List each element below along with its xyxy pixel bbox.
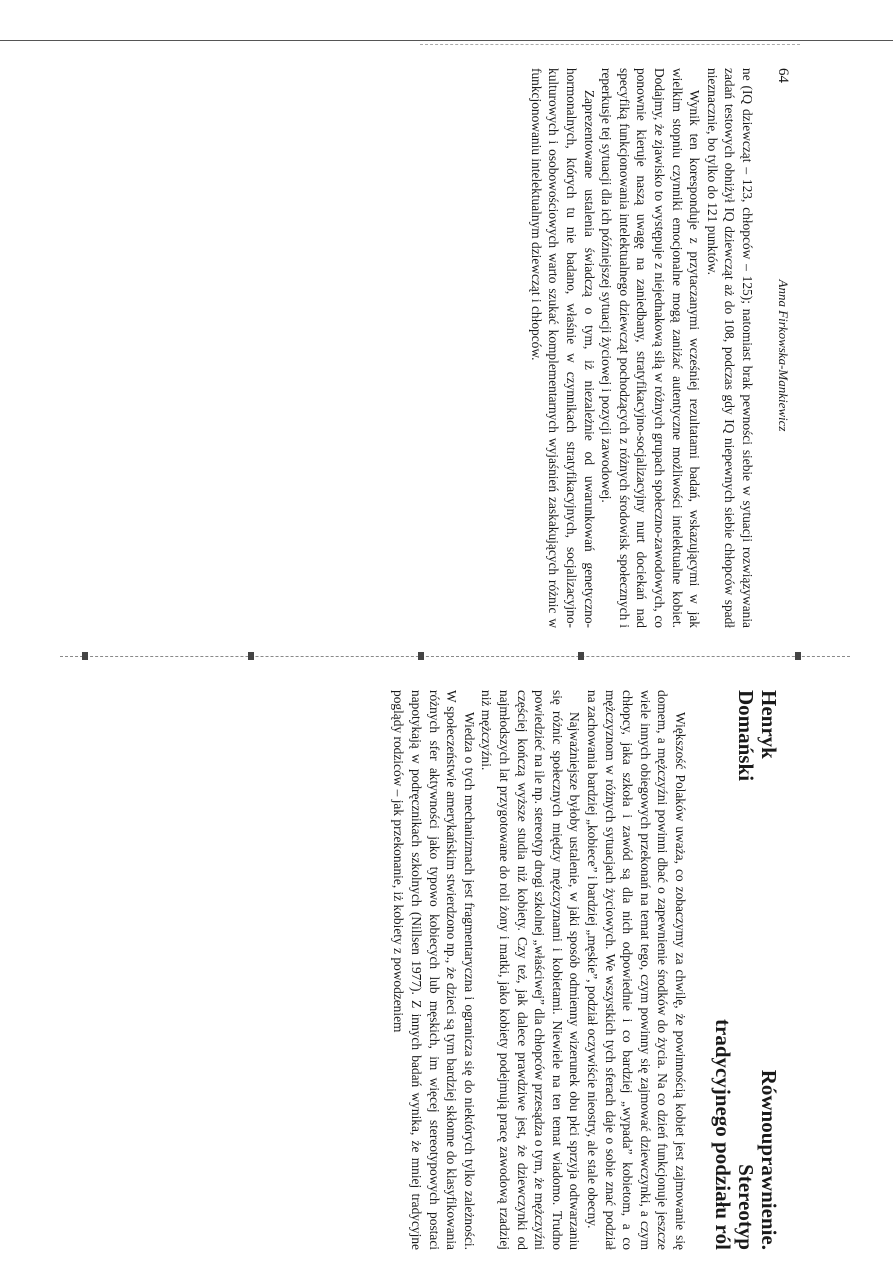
- fold-mark: [82, 652, 88, 660]
- paragraph: ne (IQ dziewcząt – 123, chłopców – 125); natomiast brak pewności siebie w sytuacji rozwiązywania zadań testowych obniżył IQ dziewcząt aż do 108, podczas gdy IQ niepewnych siebie chłopców spadł nieznacznie, bo tylko do 121 punktów.: [704, 68, 755, 628]
- page-number: 64: [775, 68, 791, 83]
- article-header: [711, 690, 780, 1250]
- paragraph: Zaprezentowane ustalenia świadczą o tym, iż niezależnie od uwarunkowań genetyczno-hormonalnych, których tu nie badano, właśnie w czynnikach stratyfikacyjnych, socjalizacyjno-kulturowych i osobowościowych warto szukać komplementarnych wyjaśnień zaskakujących różnic w funkcjonowaniu intelektualnym dziewcząt i chłopców.: [528, 68, 597, 628]
- scan-edge-line-faint: [420, 44, 800, 45]
- fold-mark: [578, 652, 584, 660]
- title-line: Równouprawnienie.: [757, 1069, 781, 1250]
- fold-mark: [418, 652, 424, 660]
- fold-mark: [248, 652, 254, 660]
- fold-mark: [795, 652, 801, 660]
- paragraph: Najważniejsze byłoby ustalenie, w jaki sposób odmienny wizerunek obu płci sprzyja odtwarzaniu się różnic społecznych między mężczyznami i kobietami. Niewiele na ten temat wiadomo. Trudno powiedzieć na ile np. stereotyp drogi szkolnej „właściwej” dla chłopców przesądza o tym, że mężczyźni częściej kończą wyższe studia niż kobiety. Czy też, jak dalece prawdziwe jest, że dziewczynki od najmłodszych lat przygotowane do roli żony i matki, jako kobiety podejmują pracę zawodową rzadziej niż mężczyźni.: [479, 690, 583, 1250]
- author-first-name: Henryk: [757, 690, 781, 759]
- running-head: [774, 68, 791, 628]
- page-64: [401, 68, 791, 628]
- article-body: [390, 690, 689, 1250]
- paragraph: Wynik ten koresponduje z przytaczanymi wcześniej rezultatami badań, wskazującymi w jak wielkim stopniu czynniki emocjonalne mogą zaniżać autentyczne możliwości intelektualne kobiet. Dodajmy, że zjawisko to występuje z niejednakową siłą w różnych grupach społeczno-zawodowych, co ponownie kieruje naszą uwagę na zaniedbany, stratyfikacyjno-socjalizacyjny nurt dociekań nad specyfiką funkcjonowania intelektualnego dziewcząt pochodzących z różnych środowisk społecznych i reperkusje tej sytuacji dla ich późniejszej sytuacji życiowej i pozycji zawodowej.: [599, 68, 703, 628]
- page-64-body: [527, 68, 756, 628]
- title-line: Stereotyp: [734, 1164, 758, 1250]
- title-line: tradycyjnego podziału ról: [711, 1019, 735, 1250]
- page-fold-divider: [60, 656, 850, 657]
- running-head-author: Anna Firkowska-Mankiewicz: [776, 279, 791, 432]
- paragraph: Wiedza o tych mechanizmach jest fragmentaryczna i ogranicza się do niektórych tylko zależności. W społeczeństwie amerykańskim stwierdzono np., że dzieci są tym bardziej skłonne do klasyfikowania różnych sfer aktywności jako typowo kobiecych lub męskich, im więcej stereotypowych postaci napotykają w podręcznikach szkolnych (Nillsen 1977). Z innych badań wynika, że mniej tradycyjne poglądy rodziców – jak przekonanie, iż kobiety z powodzeniem: [391, 690, 477, 1250]
- author-last-name: Domański: [734, 690, 758, 782]
- paragraph: Większość Polaków uważa, co zobaczymy za chwilę, że powinnością kobiet jest zajmowanie się domem, a mężczyźni powinni dbać o zapewnienie środków do życia. Na co dzień funkcjonuje jeszcze wiele innych obiegowych przekonań na temat tego, czym powinny się zajmować dziewczynki, a czym chłopcy, jaka szkoła i zawód są dla nich odpowiednie i co bardziej „wypada” kobietom, a co mężczyznom w różnych sytuacjach życiowych. We wszystkich tych sferach daje o sobie znać podział na zachowania bardziej „kobiece” i bardziej „męskie”, podział oczywiście nieostry, ale stale obecny.: [585, 690, 688, 1250]
- article-title: [711, 1019, 780, 1250]
- scan-edge-line: [0, 40, 893, 41]
- article-page: [260, 690, 780, 1250]
- article-author: [711, 690, 780, 781]
